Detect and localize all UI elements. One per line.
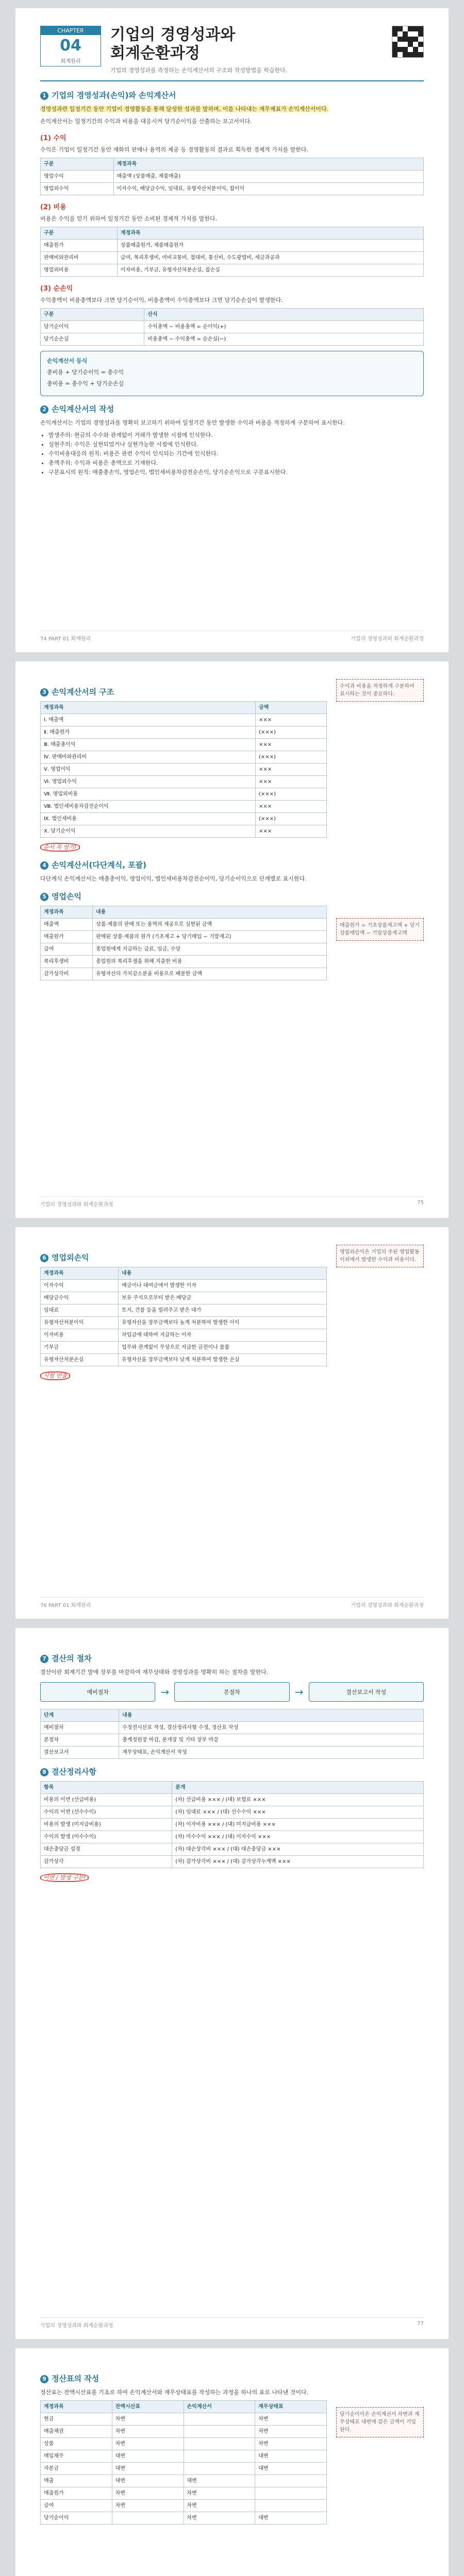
section-title: 손익계산서의 작성 — [52, 404, 114, 414]
table-cell: 유형자산을 장부금액보다 높게 처분하여 발생한 이익 — [119, 1317, 327, 1329]
table-cell: 유형자산처분이익 — [41, 1317, 119, 1329]
table-cell: Ⅴ. 영업이익 — [41, 764, 256, 776]
table-cell: 차변 — [184, 2500, 255, 2512]
paragraph: 손익계산서는 일정기간의 수익과 비용을 대응시켜 당기순이익을 산출하는 보고서이다. — [40, 118, 252, 125]
table-cell: 상품·제품의 판매 또는 용역의 제공으로 실현된 금액 — [93, 919, 327, 931]
table-cell — [255, 2475, 327, 2487]
table-header: 계정과목 — [113, 158, 424, 171]
table-cell: 토지, 건물 등을 빌려주고 받은 대가 — [119, 1304, 327, 1317]
table-cell: 차변 — [255, 2426, 327, 2438]
paragraph: 손익계산서는 기업의 경영성과를 명확히 보고하기 위하여 일정기간 동안 발생한 수익과 비용을 적정하게 구분하여 표시한다. — [40, 419, 345, 426]
section-marker-icon: 2 — [40, 405, 48, 414]
table-cell: ××× — [255, 825, 326, 838]
table-cell: 비용총액 − 수익총액 = 순손실(−) — [144, 333, 424, 346]
table-cell: 매출원가 — [41, 2487, 112, 2500]
table-cell: (×××) — [255, 751, 326, 764]
table-cell: ××× — [255, 714, 326, 726]
table-cell: 이자비용, 기부금, 유형자산처분손실, 잡손실 — [117, 264, 423, 277]
table-row — [41, 1819, 424, 1831]
step-box: 예비절차 — [40, 1682, 155, 1702]
section-marker-icon: 7 — [40, 1655, 48, 1663]
section-marker-icon: 1 — [40, 92, 48, 100]
formula-line: 총비용 + 당기순이익 = 총수익 — [47, 369, 124, 376]
table-cell: 종업원에게 지급하는 급료, 임금, 수당 — [93, 943, 327, 956]
section-title: 정산표의 작성 — [52, 2374, 100, 2383]
table-row — [41, 1329, 327, 1342]
section-title: 손익계산서(다단계식, 포괄) — [52, 860, 147, 870]
table-cell: (차) 대손상각비 ××× / (대) 대손충당금 ××× — [172, 1843, 424, 1856]
table-header: 구분 — [41, 309, 144, 321]
table-row — [41, 2475, 327, 2487]
handwritten-note — [40, 1873, 424, 1883]
side-tip: 수익과 비용을 적정하게 구분하여 표시하는 것이 중요하다. — [336, 679, 424, 702]
chapter-title — [110, 26, 383, 63]
circled-annotation: 이연 / 발생 구분! — [40, 1873, 89, 1882]
table-cell: 감가상각 — [41, 1856, 172, 1868]
table-cell: 본절차 — [41, 1734, 119, 1747]
page-footer — [40, 631, 424, 642]
side-notes — [336, 1245, 424, 1384]
table-cell: 수익의 이연 (선수수익) — [41, 1806, 172, 1819]
table-cell — [184, 2413, 255, 2426]
table-cell: 유형자산처분손실 — [41, 1354, 119, 1366]
page-footer — [40, 2317, 424, 2329]
table-cell: 매입채무 — [41, 2450, 112, 2463]
table-cell: 현금 — [41, 2413, 112, 2426]
table-header: 내용 — [93, 906, 327, 919]
table-cell: 차변 — [112, 2500, 184, 2512]
table-cell: 예비절차 — [41, 1722, 119, 1734]
page-4 — [15, 1628, 449, 2339]
table-cell: 수익의 발생 (미수수익) — [41, 1831, 172, 1843]
table-row — [41, 776, 327, 788]
table-row — [41, 2426, 327, 2438]
list-item: • 총액주의: 수익과 비용은 총액으로 기재한다. — [48, 459, 424, 468]
table-header: 계정과목 — [41, 1267, 119, 1280]
table-cell: 차변 — [112, 2426, 184, 2438]
paragraph — [40, 105, 424, 114]
table-cell — [112, 2512, 184, 2524]
section-marker-icon: 5 — [40, 893, 48, 901]
table-row — [41, 2512, 327, 2524]
section-heading — [40, 891, 327, 902]
circled-annotation: 시험 빈출 — [40, 1371, 70, 1380]
paragraph: 정산표는 잔액시산표를 기초로 하여 손익계산서와 재무상태표를 작성하는 과정을 하나의 표로 나타낸 것이다. — [40, 2389, 309, 2396]
table-row — [41, 943, 327, 956]
footer-right: 기업의 경영성과와 회계순환과정 — [351, 1603, 424, 1608]
side-tip: 매출원가 = 기초상품재고액 + 당기상품매입액 − 기말상품재고액 — [336, 918, 424, 941]
table-row — [41, 240, 424, 252]
table-cell: 대변 — [255, 2463, 327, 2475]
side-notes — [336, 2366, 424, 2530]
table-row — [41, 2500, 327, 2512]
table-row — [41, 1304, 327, 1317]
table-cell: 감가상각비 — [41, 968, 93, 980]
table-cell: 유형자산을 장부금액보다 낮게 처분하여 발생한 손실 — [119, 1354, 327, 1366]
table-row — [41, 1831, 424, 1843]
table-row — [41, 2463, 327, 2475]
table-row — [41, 1342, 327, 1354]
table-cell: 매출액 (상품매출, 제품매출) — [113, 171, 424, 183]
table-cell: Ⅹ. 당기순이익 — [41, 825, 256, 838]
revenue-table — [40, 158, 424, 195]
table-header: 잔액시산표 — [112, 2401, 184, 2413]
table-header: 재무상태표 — [255, 2401, 327, 2413]
table-cell — [184, 2426, 255, 2438]
table-row — [41, 1280, 327, 1292]
table-cell: 차변 — [112, 2487, 184, 2500]
table-cell: 차변 — [112, 2413, 184, 2426]
chapter-tagline: 기업의 경영성과를 측정하는 손익계산서의 구조와 작성방법을 학습한다. — [110, 67, 288, 74]
table-cell: 판매된 상품·제품의 원가 (기초재고 + 당기매입 − 기말재고) — [93, 931, 327, 943]
side-notes — [336, 679, 424, 986]
table-cell: 매출원가 — [41, 931, 93, 943]
adjusting-entries-table — [40, 1781, 424, 1868]
table-row — [41, 321, 424, 333]
section-title: 영업외손익 — [52, 1253, 89, 1262]
highlighted-text: 경영성과란 일정기간 동안 기업이 경영활동을 통해 달성한 성과를 말하며, 이를 나타내는 재무제표가 손익계산서이다. — [40, 106, 328, 112]
paragraph: 결산이란 회계기간 말에 장부를 마감하여 재무상태와 경영성과를 명확히 하는 절차를 말한다. — [40, 1669, 269, 1675]
table-row — [41, 739, 327, 751]
table-row — [41, 1747, 424, 1759]
table-header: 분개 — [172, 1782, 424, 1794]
table-cell: 매출 — [41, 2475, 112, 2487]
table-row — [41, 183, 424, 195]
closing-steps-diagram — [40, 1682, 424, 1702]
table-cell: 상품 — [41, 2438, 112, 2450]
table-row — [41, 931, 327, 943]
table-cell: 비용의 발생 (미지급비용) — [41, 1819, 172, 1831]
footer-right: 77 — [417, 2321, 424, 2327]
table-cell: (×××) — [255, 788, 326, 801]
table-cell: ××× — [255, 776, 326, 788]
table-row — [41, 252, 424, 264]
table-cell: 영업수익 — [41, 171, 114, 183]
section-heading — [40, 90, 424, 100]
expense-table — [40, 227, 424, 277]
table-row — [41, 171, 424, 183]
table-row — [41, 1843, 424, 1856]
income-statement-table — [40, 701, 327, 838]
table-cell: (차) 이자비용 ××× / (대) 미지급비용 ××× — [172, 1819, 424, 1831]
footer-right: 75 — [417, 1200, 424, 1206]
table-cell: 급여 — [41, 943, 93, 956]
table-cell: ××× — [255, 739, 326, 751]
chapter-label: CHAPTER — [41, 26, 101, 35]
table-cell: 대변 — [112, 2475, 184, 2487]
table-row — [41, 1806, 424, 1819]
table-row — [41, 968, 327, 980]
table-cell: Ⅶ. 영업외비용 — [41, 788, 256, 801]
paragraph: 수익은 기업이 일정기간 동안 재화의 판매나 용역의 제공 등 경영활동의 결과로 획득한 경제적 가치를 말한다. — [40, 146, 308, 153]
table-row — [41, 726, 327, 739]
footer-left: 76 PART 01 회계원리 — [40, 1603, 91, 1608]
subsection-title: (1) 수익 — [40, 134, 67, 142]
page-1 — [15, 8, 449, 652]
chapter-number: 04 — [60, 37, 81, 55]
table-cell: 재무상태표, 손익계산서 작성 — [119, 1747, 424, 1759]
table-cell: 매출액 — [41, 919, 93, 931]
table-row — [41, 2413, 327, 2426]
list-item: • 발생주의: 현금의 수수와 관계없이 거래가 발생한 시점에 인식한다. — [48, 431, 424, 440]
table-cell: 매출원가 — [41, 240, 118, 252]
chapter-sub: 회계원리 — [60, 59, 81, 64]
paragraph: 다단계식 손익계산서는 매출총이익, 영업이익, 법인세비용차감전순이익, 당기순이익으로 단계별로 표시한다. — [40, 875, 307, 882]
section-heading — [40, 403, 424, 414]
table-header: 금액 — [255, 702, 326, 714]
table-cell: 당기순손실 — [41, 333, 144, 346]
subsection-title: (3) 순손익 — [40, 285, 73, 293]
table-header: 손익계산서 — [184, 2401, 255, 2413]
table-header: 계정과목 — [41, 2401, 112, 2413]
section-heading — [40, 1653, 424, 1664]
table-cell: 매출채권 — [41, 2426, 112, 2438]
table-row — [41, 825, 327, 838]
table-cell: 결산보고서 — [41, 1747, 119, 1759]
table-cell: 기부금 — [41, 1342, 119, 1354]
page-5 — [15, 2348, 449, 2576]
table-cell: 영업외비용 — [41, 264, 118, 277]
table-cell: 업무와 관계없이 무상으로 지급한 금전이나 물품 — [119, 1342, 327, 1354]
table-header: 내용 — [119, 1267, 327, 1280]
table-row — [41, 788, 327, 801]
table-row — [41, 714, 327, 726]
section-heading — [40, 859, 327, 870]
table-row — [41, 751, 327, 764]
table-header: 단계 — [41, 1709, 119, 1722]
chapter-title-block — [110, 26, 383, 74]
table-cell: Ⅰ. 매출액 — [41, 714, 256, 726]
table-row — [41, 956, 327, 968]
page-footer — [40, 1196, 424, 1208]
table-cell: 차입금에 대하여 지급하는 이자 — [119, 1329, 327, 1342]
table-cell: 상품매출원가, 제품매출원가 — [117, 240, 423, 252]
operating-items-table — [40, 906, 327, 980]
table-cell: Ⅸ. 법인세비용 — [41, 813, 256, 825]
section-title: 결산정리사항 — [52, 1767, 96, 1776]
page-3 — [15, 1227, 449, 1619]
table-row — [41, 1856, 424, 1868]
table-cell: (차) 선급비용 ××× / (대) 보험료 ××× — [172, 1794, 424, 1806]
title-line-2: 회계순환과정 — [110, 44, 200, 62]
table-cell — [255, 2487, 327, 2500]
formula-box — [40, 351, 424, 396]
table-cell: 대변 — [112, 2450, 184, 2463]
box-title: 손익계산서 등식 — [47, 358, 88, 364]
table-cell: (×××) — [255, 726, 326, 739]
table-header: 계정과목 — [41, 702, 256, 714]
table-header: 구분 — [41, 227, 118, 240]
table-cell: 대변 — [112, 2463, 184, 2475]
table-cell — [184, 2463, 255, 2475]
section-marker-icon: 9 — [40, 2375, 48, 2383]
section-marker-icon: 4 — [40, 861, 48, 870]
table-cell: 이자수익, 배당금수익, 임대료, 유형자산처분이익, 잡이익 — [113, 183, 424, 195]
formula-line: 총비용 = 총수익 + 당기순손실 — [47, 380, 124, 387]
table-cell: 차변 — [112, 2438, 184, 2450]
table-row — [41, 1794, 424, 1806]
qr-code-icon[interactable] — [392, 26, 424, 58]
table-cell: 복리후생비 — [41, 956, 93, 968]
section-marker-icon: 8 — [40, 1768, 48, 1776]
table-row — [41, 1317, 327, 1329]
table-cell: 대변 — [184, 2475, 255, 2487]
table-cell: Ⅲ. 매출총이익 — [41, 739, 256, 751]
table-cell: 대손충당금 설정 — [41, 1843, 172, 1856]
step-box: 결산보고서 작성 — [309, 1682, 424, 1702]
section-marker-icon: 3 — [40, 688, 48, 697]
list-item: • 수익비용대응의 원칙: 비용은 관련 수익이 인식되는 기간에 인식한다. — [48, 449, 424, 459]
section-heading — [40, 1766, 424, 1777]
arrow-right-icon: → — [160, 1686, 170, 1698]
section-heading — [40, 686, 327, 697]
table-cell — [255, 2500, 327, 2512]
table-header: 내용 — [119, 1709, 424, 1722]
table-cell: 차변 — [255, 2438, 327, 2450]
section-heading — [40, 1252, 327, 1263]
table-cell: (차) 임대료 ××× / (대) 선수수익 ××× — [172, 1806, 424, 1819]
section-title: 기업의 경영성과(손익)와 손익계산서 — [52, 91, 176, 100]
arrow-right-icon: → — [294, 1686, 304, 1698]
table-cell: 차변 — [184, 2512, 255, 2524]
table-cell: 수익총액 − 비용총액 = 순이익(+) — [144, 321, 424, 333]
table-header: 산식 — [144, 309, 424, 321]
table-cell: 당기순이익 — [41, 321, 144, 333]
chapter-chip — [40, 26, 101, 66]
table-cell: ××× — [255, 764, 326, 776]
table-cell: 차변 — [255, 2413, 327, 2426]
subsection-title: (2) 비용 — [40, 204, 67, 211]
table-cell: 비용의 이연 (선급비용) — [41, 1794, 172, 1806]
table-cell: Ⅷ. 법인세비용차감전순이익 — [41, 801, 256, 813]
side-tip: 당기순이익은 손익계산서 차변과 재무상태표 대변에 같은 금액이 기입된다. — [336, 2407, 424, 2437]
table-cell — [184, 2438, 255, 2450]
table-cell: Ⅳ. 판매비와관리비 — [41, 751, 256, 764]
table-row — [41, 333, 424, 346]
table-cell: 총계정원장 마감, 분개장 및 기타 장부 마감 — [119, 1734, 424, 1747]
table-row — [41, 919, 327, 931]
net-income-table — [40, 308, 424, 346]
closing-steps-table — [40, 1709, 424, 1759]
table-cell: 보유 주식으로부터 받은 배당금 — [119, 1292, 327, 1304]
table-row — [41, 1734, 424, 1747]
list-item: • 구분표시의 원칙: 매출총손익, 영업손익, 법인세비용차감전순손익, 당기순손익으로 구분표시한다. — [48, 468, 424, 477]
chapter-header — [40, 26, 424, 81]
list-item: • 실현주의: 수익은 실현되었거나 실현가능한 시점에 인식한다. — [48, 440, 424, 449]
paragraph: 수익총액이 비용총액보다 크면 당기순이익, 비용총액이 수익총액보다 크면 당기순손실이 발생한다. — [40, 297, 283, 303]
table-cell: 이자수익 — [41, 1280, 119, 1292]
table-cell: 영업외수익 — [41, 183, 114, 195]
page-footer — [40, 1597, 424, 1608]
section-marker-icon: 6 — [40, 1254, 48, 1262]
table-cell: 차변 — [184, 2487, 255, 2500]
table-cell: 배당금수익 — [41, 1292, 119, 1304]
table-cell: 예금이나 대여금에서 발생한 이자 — [119, 1280, 327, 1292]
paragraph: 비용은 수익을 얻기 위하여 일정기간 동안 소비된 경제적 가치를 말한다. — [40, 215, 218, 222]
table-row — [41, 764, 327, 776]
table-row — [41, 2438, 327, 2450]
footer-left: 기업의 경영성과와 회계순환과정 — [40, 2323, 113, 2329]
table-row — [41, 801, 327, 813]
side-tip: 영업외손익은 기업의 주된 영업활동 이외에서 발생한 수익과 비용이다. — [336, 1245, 424, 1267]
handwritten-note — [40, 843, 327, 852]
section-heading — [40, 2373, 327, 2384]
table-cell: 판매비와관리비 — [41, 252, 118, 264]
table-header: 항목 — [41, 1782, 172, 1794]
table-row — [41, 2450, 327, 2463]
table-row — [41, 813, 327, 825]
table-cell: 대변 — [255, 2512, 327, 2524]
table-cell: 유형자산의 가치감소분을 비용으로 배분한 금액 — [93, 968, 327, 980]
table-cell: 당기순이익 — [41, 2512, 112, 2524]
footer-right: 기업의 경영성과와 회계순환과정 — [351, 636, 424, 642]
table-cell: (차) 미수수익 ××× / (대) 이자수익 ××× — [172, 1831, 424, 1843]
table-cell: (차) 감가상각비 ××× / (대) 감가상각누계액 ××× — [172, 1856, 424, 1868]
table-header: 계정과목 — [117, 227, 423, 240]
table-row — [41, 1292, 327, 1304]
section-title: 손익계산서의 구조 — [52, 687, 114, 697]
table-cell: ××× — [255, 801, 326, 813]
footer-left: 기업의 경영성과와 회계순환과정 — [40, 1202, 113, 1208]
table-cell: 수정전시산표 작성, 결산정리사항 수정, 정산표 작성 — [119, 1722, 424, 1734]
worksheet-table — [40, 2400, 327, 2524]
table-cell: Ⅱ. 매출원가 — [41, 726, 256, 739]
table-cell: 이자비용 — [41, 1329, 119, 1342]
section-title: 결산의 절차 — [52, 1654, 92, 1663]
table-row — [41, 2487, 327, 2500]
table-cell: Ⅵ. 영업외수익 — [41, 776, 256, 788]
table-cell: 대변 — [255, 2450, 327, 2463]
non-operating-table — [40, 1267, 327, 1366]
footer-left: 74 PART 01 회계원리 — [40, 636, 91, 642]
table-cell: 임대료 — [41, 1304, 119, 1317]
table-cell: (×××) — [255, 813, 326, 825]
table-cell: 자본금 — [41, 2463, 112, 2475]
table-header: 계정과목 — [41, 906, 93, 919]
table-cell — [184, 2450, 255, 2463]
title-line-1: 기업의 경영성과와 — [110, 26, 236, 44]
table-row — [41, 1354, 327, 1366]
principles-list — [40, 431, 424, 477]
section-title: 영업손익 — [52, 892, 81, 901]
table-row — [41, 264, 424, 277]
table-header: 구분 — [41, 158, 114, 171]
page-2 — [15, 662, 449, 1218]
handwritten-note — [40, 1371, 327, 1381]
circled-annotation: 순서 꼭 암기! — [40, 843, 80, 852]
step-box: 본절차 — [174, 1682, 289, 1702]
table-cell: 급여, 복리후생비, 여비교통비, 접대비, 통신비, 수도광열비, 세금과공과 — [117, 252, 423, 264]
table-cell: 급여 — [41, 2500, 112, 2512]
table-cell: 종업원의 복리후생을 위해 지출한 비용 — [93, 956, 327, 968]
table-row — [41, 1722, 424, 1734]
